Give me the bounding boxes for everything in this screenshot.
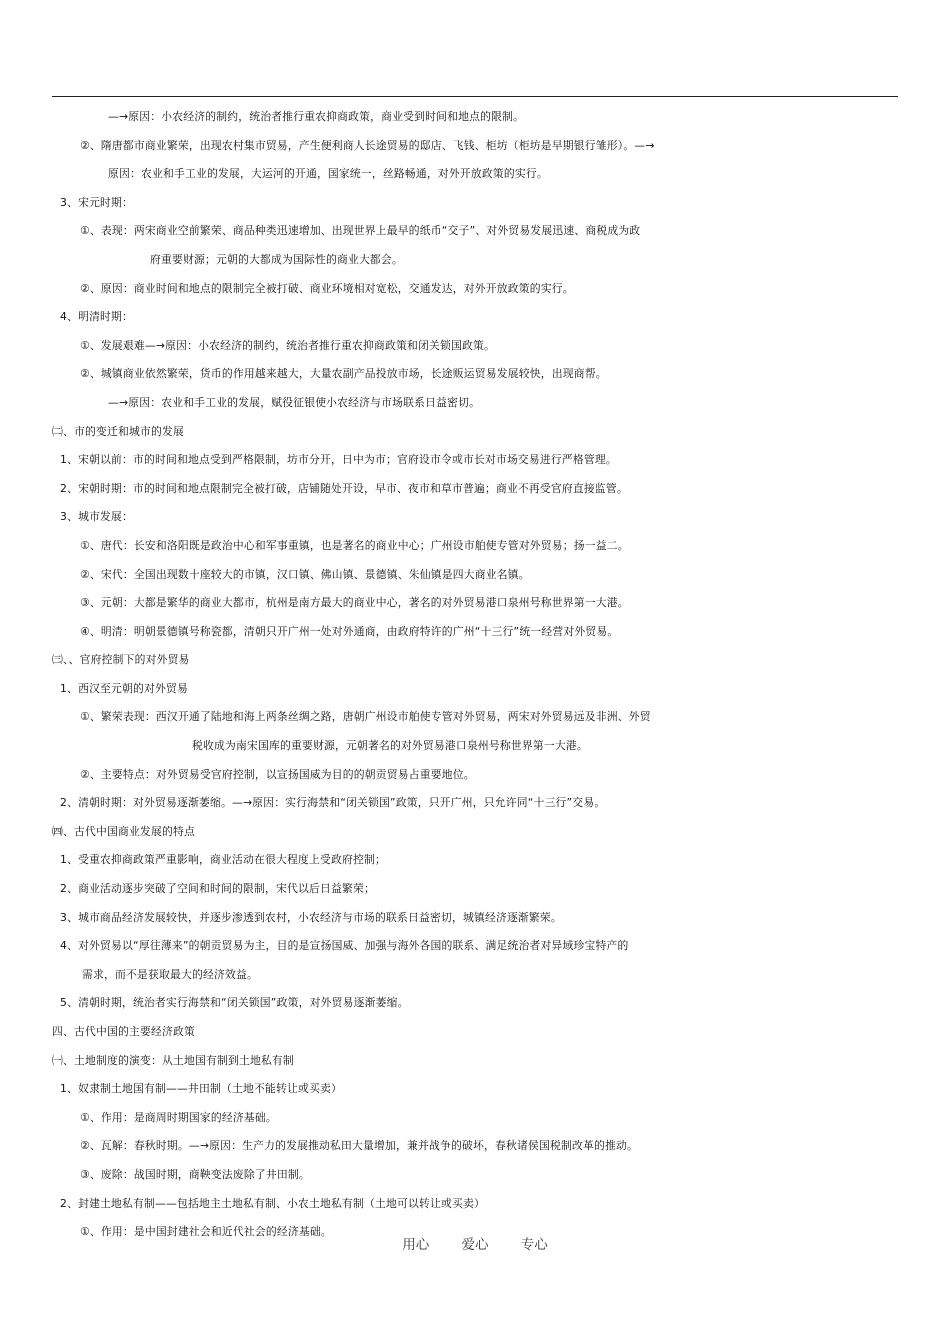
text-line: ㈣、古代中国商业发展的特点 <box>52 824 195 838</box>
text-line: —→原因：小农经济的制约，统治者推行重农抑商政策，商业受到时间和地点的限制。 <box>108 110 525 123</box>
document-body <box>0 103 950 1247</box>
text-line: 4、明清时期： <box>60 310 134 324</box>
text-line: 2、封建土地私有制——包括地主土地私有制、小农土地私有制（土地可以转让或买卖） <box>60 1196 485 1210</box>
text-line: —→原因：农业和手工业的发展，赋役征银使小农经济与市场联系日益密切。 <box>108 395 481 409</box>
text-line: 1、奴隶制土地国有制——井田制（土地不能转让或买卖） <box>60 1082 342 1096</box>
text-line: ②、城镇商业依然繁荣，货币的作用越来越大，大量农副产品投放市场，长途贩运贸易发展较快，出现商帮。 <box>80 367 607 381</box>
text-line: ②、隋唐都市商业繁荣，出现农村集市贸易，产生便利商人长途贸易的邸店、飞钱、柜坊（柜坊是早期银行雏形）。—→ <box>80 138 655 152</box>
text-line: 四、古代中国的主要经济政策 <box>52 1025 195 1038</box>
page-footer: 用心 爱心 专心 <box>402 1237 548 1253</box>
text-line: 2、宋朝时期：市的时间和地点限制完全被打破，店铺随处开设，早市、夜市和草市普遍；商业不再受官府直接监管。 <box>60 481 628 495</box>
text-line: 3、宋元时期： <box>60 195 134 209</box>
text-line: 3、城市发展： <box>60 510 134 524</box>
text-line: ①、发展艰难—→原因：小农经济的制约，统治者推行重农抑商政策和闭关锁国政策。 <box>80 338 496 352</box>
text-line: ①、唐代：长安和洛阳既是政治中心和军事重镇，也是著名的商业中心；广州设市舶使专管对外贸易；扬一益二。 <box>80 538 629 552</box>
text-line: 1、宋朝以前：市的时间和地点受到严格限制，坊市分开，日中为市；官府设市令或市长对市场交易进行严格管理。 <box>60 453 617 467</box>
text-line: 2、清朝时期：对外贸易逐渐萎缩。—→原因：实行海禁和“闭关锁国”政策，只开广州，只允许同“十三行”交易。 <box>60 796 606 810</box>
text-line: ②、瓦解：春秋时期。—→原因：生产力的发展推动私田大量增加，兼并战争的破坏，春秋诸侯国税制改革的推动。 <box>80 1139 638 1153</box>
text-line: ②、主要特点：对外贸易受官府控制，以宣扬国威为目的的朝贡贸易占重要地位。 <box>80 767 475 781</box>
text-line: ①、繁荣表现：西汉开通了陆地和海上两条丝绸之路，唐朝广州设市舶使专管对外贸易，两宋对外贸易远及非洲、外贸 <box>80 710 651 724</box>
text-line: 2、商业活动逐步突破了空间和时间的限制，宋代以后日益繁荣； <box>60 882 375 896</box>
text-line: ㈠、土地制度的演变：从土地国有制到土地私有制 <box>52 1053 294 1067</box>
text-line: 原因：农业和手工业的发展，大运河的开通，国家统一，丝路畅通，对外开放政策的实行。 <box>108 167 548 181</box>
text-line: ④、明清：明朝景德镇号称瓷都，清朝只开广州一处对外通商，由政府特许的广州“十三行”统一经营对外贸易。 <box>80 624 619 638</box>
text-line: 4、对外贸易以“厚往薄来”的朝贡贸易为主，目的是宣扬国威、加强与海外各国的联系、满足统治者对异域珍宝特产的 <box>60 939 629 953</box>
text-line: 需求，而不是获取最大的经济效益。 <box>82 967 258 981</box>
text-line: ①、表现：两宋商业空前繁荣、商品种类迅速增加、出现世界上最早的纸币“交子”、对外贸易发展迅速、商税成为政 <box>80 224 641 238</box>
header-rule <box>52 96 898 97</box>
text-line: ①、作用：是中国封建社会和近代社会的经济基础。 <box>80 1225 332 1239</box>
text-line: 5、清朝时期，统治者实行海禁和“闭关锁国”政策，对外贸易逐渐萎缩。 <box>60 996 409 1010</box>
text-line: 3、城市商品经济发展较快，并逐步渗透到农村，小农经济与市场的联系日益密切，城镇经济逐渐繁荣。 <box>60 910 562 924</box>
text-line: 1、西汉至元朝的对外贸易 <box>60 681 189 695</box>
text-line: ㈢、、官府控制下的对外贸易 <box>52 653 190 667</box>
text-line: ②、宋代：全国出现数十座较大的市镇，汉口镇、佛山镇、景德镇、朱仙镇是四大商业名镇。 <box>80 567 530 581</box>
text-line: ㈡、市的变迁和城市的发展 <box>52 424 184 438</box>
text-line: ①、作用：是商周时期国家的经济基础。 <box>80 1110 277 1124</box>
text-line: 1、受重农抑商政策严重影响，商业活动在很大程度上受政府控制； <box>60 853 386 867</box>
text-line: ③、元朝：大都是繁华的商业大都市，杭州是南方最大的商业中心，著名的对外贸易港口泉州号称世界第一大港。 <box>80 596 629 610</box>
text-line: ②、原因：商业时间和地点的限制完全被打破、商业环境相对宽松，交通发达，对外开放政策的实行。 <box>80 281 574 295</box>
text-line: 税收成为南宋国库的重要财源，元朝著名的对外贸易港口泉州号称世界第一大港。 <box>192 739 588 753</box>
text-line: 府重要财源；元朝的大都成为国际性的商业大都会。 <box>150 252 403 266</box>
text-line: ③、废除：战国时期，商鞅变法废除了井田制。 <box>80 1167 310 1181</box>
